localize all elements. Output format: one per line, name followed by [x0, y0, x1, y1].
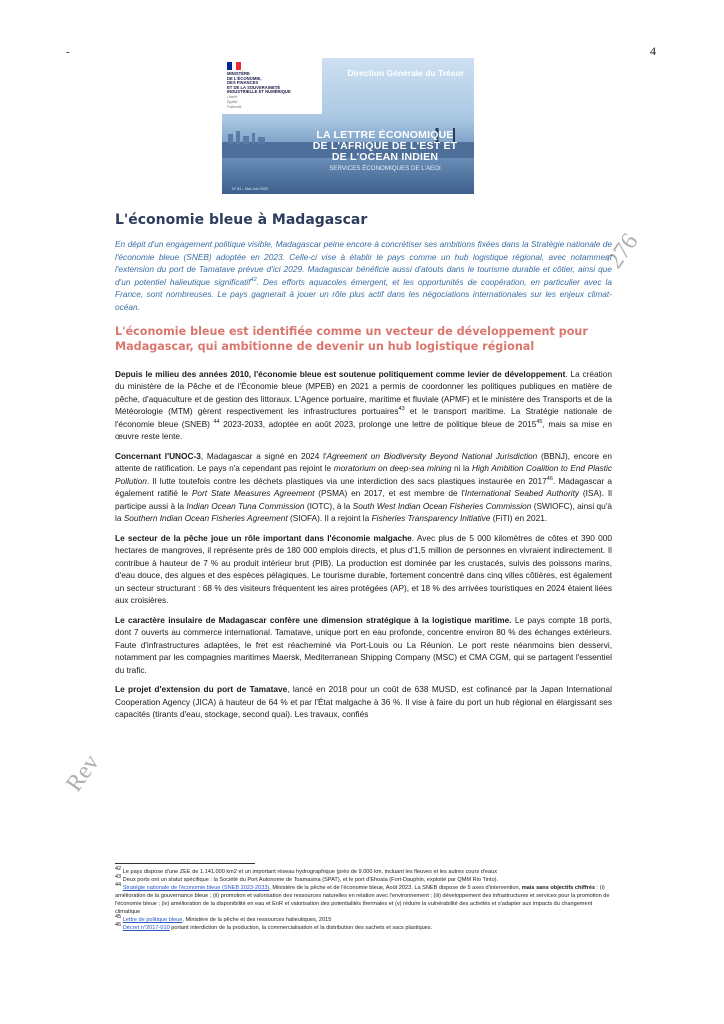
footnote-divider — [115, 863, 255, 864]
footnote-ref: 45 — [536, 418, 543, 425]
ministry-name-line: INDUSTRIELLE ET NUMÉRIQUE — [227, 89, 291, 95]
french-flag-icon — [227, 62, 241, 70]
paragraph-port-extension: Le projet d'extension du port de Tamatave, lancé en 2018 pour un coût de 638 MUSD, est cofinancé par la Japan International Cooperation Agency (JICA) à hauteur de 64 % et par l'État malgache à 36 %. Il vise à faire du port un hub régional en élargissant ses capacités (tirants d'eau, stockage, second quai). Les travaux, confiés — [115, 684, 612, 720]
article — [115, 212, 612, 728]
footnote: $^{43}$ Deux ports ont un statut spécifique : la Société du Port Autonome de Toamasina (SPAT), et le port d'Ehoala (Fort-Dauphin, exploité par QMM Rio Tinto). — [115, 874, 499, 883]
banner-title — [302, 130, 468, 163]
footnote-link[interactable]: Stratégie nationale de l'économie bleue (SNEB 2023-2033) — [122, 885, 270, 891]
banner-title-line: LA LETTRE ÉCONOMIQUE — [316, 129, 454, 141]
ministry-name-line: DES FINANCES — [227, 80, 259, 86]
footnote: $^{42}$ Le pays dispose d'une ZEE de 1.141.000 km2 et un important réseau hydrographique (près de 9.000 km, incluant les fleuves et les autres cours d'eaux — [115, 866, 498, 875]
footnote-link[interactable]: Décret n°2017-010 — [122, 925, 170, 931]
newsletter-banner — [222, 58, 474, 194]
ministry-name-line: ET DE LA SOUVERAINETÉ — [227, 84, 281, 90]
footnotes — [115, 863, 612, 932]
ministry-logo — [222, 58, 322, 114]
footnote: $^{46}$ Décret n°2017-010 portant interdiction de la production, la commercialisation et la distribution des sachets et sacs plastiques. — [115, 922, 433, 931]
article-title: L'économie bleue à Madagascar — [115, 212, 368, 228]
paragraph-governance: Depuis le milieu des années 2010, l'économie bleue est soutenue politiquement comme levier de développement. La création du ministère de la Pêche et de l'Économie bleue (MPEB) en 2021 a permis de coordonner les politiques publiques en matière de pêche, d'aquaculture et de gestion des littoraux. L'Agence portuaire, maritime et fluviale (APMF) et le ministère des Transports et de la Météorologie (MTM) gèrent respectivement les infrastructures portuaires$^{43}$ et le transport maritime. La Stratégie nationale de l'économie bleue (SNEB) $^{44}$ 2023-2033, adoptée en août 2023, prolonge une lettre de politique bleue de 2015$^{45}$, mais sa mise en œuvre reste lente. — [115, 368, 612, 442]
footnote-ref: 42 — [250, 277, 257, 284]
watermark: Rev — [61, 749, 105, 797]
paragraph-fisheries: Le secteur de la pêche joue un rôle important dans l'économie malgache. Avec plus de 5 000 kilomètres de côtes et 390 000 hectares de mangroves, il représente près de 180 000 emplois directs, et plus d'1,5 million de personnes en vivraient indirectement. Il contribue à hauteur de 7 % au produit intérieur brut (PIB). La production est dominée par les crustacés, suivis des poissons marins, d'eau douce, des algues et des espèces pélagiques. Le tourisme durable, fortement concentré dans cinq villes côtières, est également un secteur structurant : 68 % des visiteurs fréquentent les aires protégées (AP), et 18 % des arrivées touristiques en 2024 étaient liées aux croisières. — [115, 532, 612, 606]
footnote-ref: 44 — [213, 418, 220, 425]
footnote-ref: 46 — [546, 475, 553, 482]
footnote: $^{44}$ Stratégie nationale de l'économie bleue (SNEB 2023-2033), Ministère de la pêche et de l'économie bleue, Août 2023. La SNEB dispose de 5 axes d'intervention, mais sans objectifs chiffrés : (i) amélioration de la gouvernance bleue ; (ii) promotion et valorisation des ressources naturelles en relation avec l'environnement ; (iii) développement des infrastructures et services pour la promotion de l'économie bleue ; (iv) amélioration de la disponibilité en eau et EnR et valorisation des potentialités thermales et (v) réduire la vulnérabilité des activités et s'adapter aux impacts du changement climatique — [115, 882, 610, 915]
page-marker: - — [66, 46, 70, 58]
watermark: 276 — [601, 229, 644, 274]
footnote: $^{45}$ Lettre de politique bleue, Ministère de la pêche et des ressources halieutiques, 2015 — [115, 914, 332, 923]
article-lead: En dépit d'un engagement politique visible, Madagascar peine encore à concrétiser ses ambitions fixées dans la Stratégie nationale de l'économie bleue (SNEB) adoptée en 2023. Celle-ci vise à établir le pays comme un hub logistique régional, avec notamment l'extension du port de Tamatave prévue d'ici 2029. Madagascar bénéficie aussi d'atouts dans le tourisme durable et côtier, ainsi que d'un potentiel halieutique significatif$^{42}$. Des efforts aquacoles émergent, et les opportunités de coopération, en particulier avec la France, sont nombreuses. Le pays gagnerait à jouer un rôle plus actif dans les négociations internationales sur les enjeux climat-océan. — [115, 239, 613, 312]
banner-title-line: DE L'OCEAN INDIEN — [331, 151, 439, 163]
banner-issue-info: N° 64 – Mai-Juin 2025 — [232, 187, 268, 191]
paragraph-unoc: Concernant l'UNOC-3, Madagascar a signé en 2024 l'Agreement on Biodiversity Beyond National Jurisdiction (BBNJ), encore en attente de ratification. Le pays n'a cependant pas rejoint le moratorium on deep-sea mining ni la High Ambition Coalition to End Plastic Pollution. Il lutte toutefois contre les déchets plastiques via une interdiction des sacs plastiques instaurée en 2017$^{46}$. Madagascar a également ratifié le Port State Measures Agreement (PSMA) en 2017, et est membre de l'International Seabed Authority (ISA). Il participe aussi à la Indian Ocean Tuna Commission (IOTC), à la South West Indian Ocean Fisheries Commission (SWIOFC), ainsi qu'à la Southern Indian Ocean Fisheries Agreement (SIOFA). Il a rejoint la Fisheries Transparency Initiative (FiTI) en 2021. — [115, 450, 613, 524]
page-number: 4 — [650, 44, 656, 58]
motto-line: Liberté — [227, 94, 238, 99]
paragraph-logistics: Le caractère insulaire de Madagascar confère une dimension stratégique à la logistique maritime. Le pays compte 18 ports, dont 7 ouverts au commerce international. Tamatave, unique port en eau profonde, concentre environ 80 % des échanges extérieurs. Faute d'infrastructures adaptées, le fret est réacheminé via Port-Louis ou La Réunion. Le port reste néanmoins bien desservi, notamment par les compagnies maritimes Maersk, Mediterranean Shipping Company (MSC) et CMA CGM, qui se partagent l'essentiel du trafic. — [115, 614, 613, 675]
motto-line: Égalité — [227, 99, 238, 104]
ministry-name-line: DE L'ÉCONOMIE, — [227, 75, 262, 81]
banner-organization: Direction Générale du Trésor — [347, 68, 464, 78]
banner-title-line: DE L'AFRIQUE DE L'EST ET — [312, 140, 458, 152]
footnote-ref: 43 — [398, 406, 405, 413]
banner-subtitle: SERVICES ÉCONOMIQUES DE L'AEOI — [329, 165, 441, 172]
footnote-link[interactable]: Lettre de politique bleue — [122, 917, 183, 923]
ministry-name-line: MINISTÈRE — [227, 71, 250, 76]
motto-line: Fraternité — [227, 104, 242, 109]
section-heading: L'économie bleue est identifiée comme un vecteur de développement pour Madagascar, qui ambitionne de devenir un hub logistique régional — [115, 324, 588, 353]
